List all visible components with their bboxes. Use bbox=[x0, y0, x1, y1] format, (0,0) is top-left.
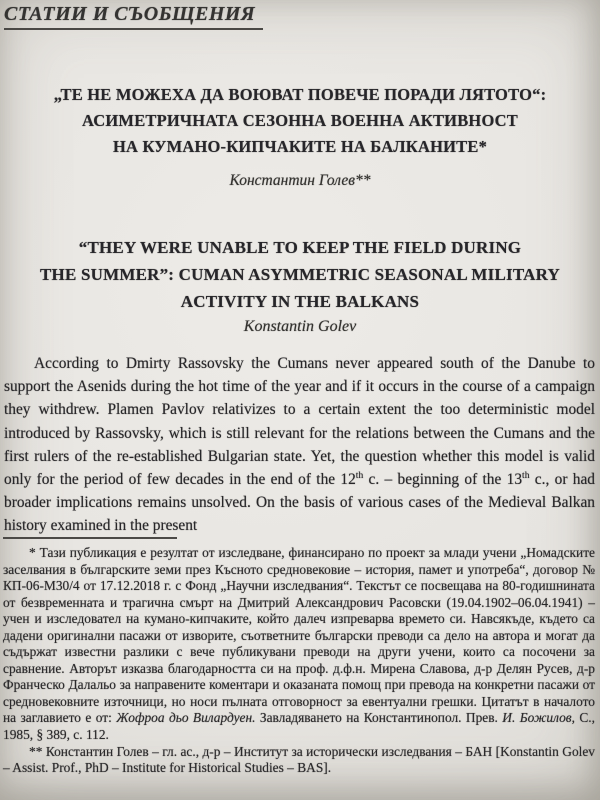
title-line: THE SUMMER”: CUMAN ASYMMETRIC SEASONAL MILITARY bbox=[40, 265, 560, 284]
author-bulgarian: Константин Голев** bbox=[229, 172, 371, 189]
title-line: „ТЕ НЕ МОЖЕХА ДА ВОЮВАТ ПОВЕЧЕ ПОРАДИ ЛЯТОТО“: bbox=[53, 85, 547, 104]
title-line: АСИМЕТРИЧНАТА СЕЗОННА ВОЕННА АКТИВНОСТ bbox=[81, 111, 519, 130]
abstract-paragraph: According to Dmirty Rassovsky the Cumans never appeared south of the Danube to support the Asenids during the hot time of the year and if it occurs in the course of a campaign they withdrew. Plamen Pavlov relativizes to a certain extent the too deterministic model introduced by Rassovsky, which is still relevant for the relations between the Cumans and the first rulers of the re-established Bulgarian state. Yet, the question whether this model is valid only for the period of few decades in the end of the 12th c. – beginning of the 13th c., or had broader implications remains unsolved. On the basis of various cases of the Medieval Balkan history examined in the present bbox=[4, 355, 595, 535]
footnote-double-asterisk: ** Константин Голев – гл. ас., д-р – Институт за исторически изследвания – БАН [Konstantin Golev – Assist. Prof., PhD – Institute for Historical Studies – BAS]. bbox=[3, 743, 595, 776]
footnote-separator-rule bbox=[3, 537, 177, 539]
article-title-english bbox=[10, 234, 590, 315]
title-line: ACTIVITY IN THE BALKANS bbox=[180, 292, 420, 311]
author-english: Konstantin Golev bbox=[243, 318, 357, 335]
running-head: СТАТИИ И СЪОБЩЕНИЯ bbox=[4, 3, 263, 30]
footnote-asterisk: * Тази публикация е резултат от изследване, финансирано по проект за млади учени „Номадските заселвания в българските земи през Късното средновековие – история, памет и употреба“, договор № КП-06-М30/4 от 17.12.2018 г. с Фонд „Научни изследвания“. Текстът се посвещава на 80-годишнината от безвременната и трагична смърт на Дмитрий Александрович Расовски (19.04.1902–06.04.1941) – учен и изследовател на кумано-кипчаките, който далеч изпреварва времето си. Навсякъде, където са дадени оригинални пасажи от изворите, съответните български преводи са дело на автора и могат да съдържат известни разлики с вече публикувани преводи на други учени, които са посочени за сравнение. Авторът изказва благодарността си на проф. д.ф.н. Мирена Славова, д-р Делян Русев, д-р Франческо Далальо за направените коментари и оказаната помощ при превода на конкретни пасажи от средновековните източници, но носи пълната отговорност за евентуални грешки. Цитатът в началото на заглавието е от: Жофроа дьо Вилардуен. Завладяването на Константинопол. Прев. И. Божилов, С., 1985, § 389, с. 112. bbox=[3, 545, 595, 743]
article-title-bulgarian bbox=[20, 82, 580, 160]
title-line: НА КУМАНО-КИПЧАКИТЕ НА БАЛКАНИТЕ* bbox=[112, 137, 488, 156]
title-line: “THEY WERE UNABLE TO KEEP THE FIELD DURING bbox=[78, 238, 522, 257]
footnotes-block bbox=[3, 545, 595, 777]
